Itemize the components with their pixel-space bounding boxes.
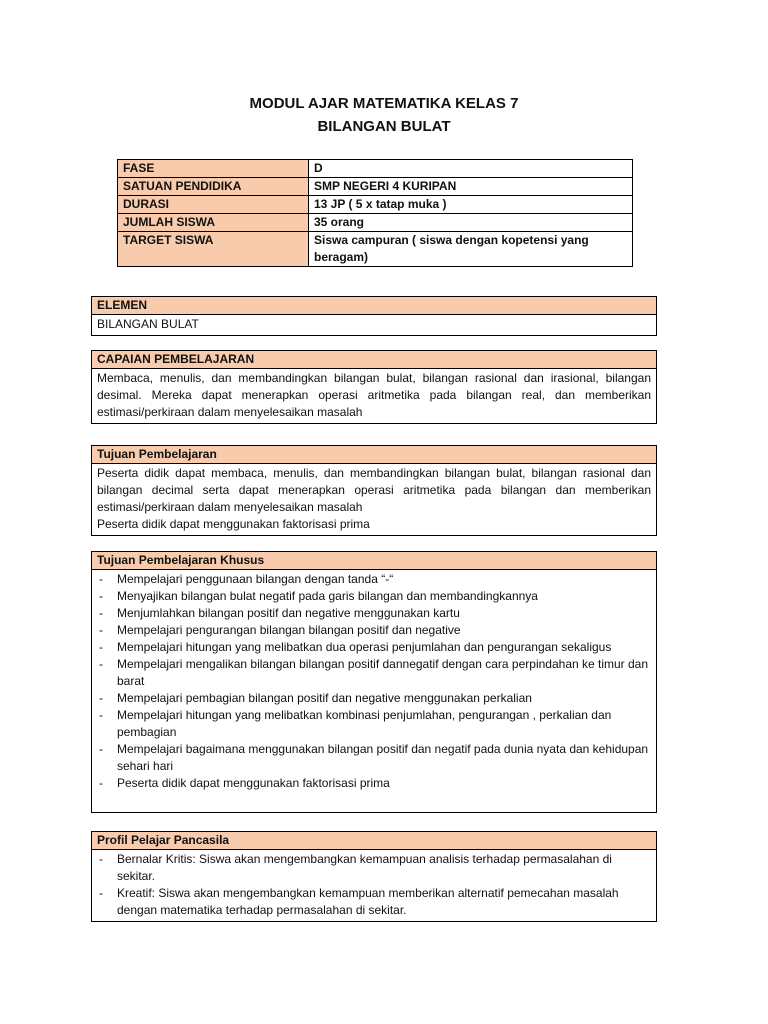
info-value: D	[309, 160, 633, 178]
list-item: - Mempelajari hitungan yang melibatkan kombinasi penjumlahan, pengurangan , perkalian dan pembagian	[97, 707, 651, 741]
list-item: - Mempelajari penggunaan bilangan dengan tanda “-“	[97, 571, 651, 588]
tujuan-khusus-section	[91, 551, 657, 813]
document-subtitle: BILANGAN BULAT	[317, 118, 451, 135]
section-body: BILANGAN BULAT	[97, 317, 199, 331]
list-item: - Mempelajari pengurangan bilangan bilangan positif dan negative	[97, 622, 651, 639]
section-body	[92, 850, 656, 921]
paragraph: Peserta didik dapat membaca, menulis, dan membandingkan bilangan bulat, bilangan rasional dan bilangan decimal serta dapat menerapkan operasi aritmetika pada bilangan dan memberikan estimasi/perkiraan dalam menyelesaikan masalah	[97, 466, 651, 514]
info-value: 35 orang	[309, 214, 633, 232]
objective-list	[97, 571, 651, 792]
info-table	[117, 159, 633, 267]
section-heading: ELEMEN	[92, 297, 656, 315]
tujuan-section	[91, 445, 657, 536]
table-row	[118, 160, 633, 178]
info-key: FASE	[118, 160, 309, 178]
info-key: JUMLAH SISWA	[118, 214, 309, 232]
table-row	[118, 232, 633, 267]
list-item: - Menjumlahkan bilangan positif dan negative menggunakan kartu	[97, 605, 651, 622]
info-key: DURASI	[118, 196, 309, 214]
list-item: - Bernalar Kritis: Siswa akan mengembangkan kemampuan analisis terhadap permasalahan di sekitar.	[97, 851, 651, 885]
info-value: Siswa campuran ( siswa dengan kopetensi yang beragam)	[309, 232, 633, 267]
list-item: - Mempelajari hitungan yang melibatkan dua operasi penjumlahan dan pengurangan sekaligus	[97, 639, 651, 656]
list-item: - Peserta didik dapat menggunakan faktorisasi prima	[97, 775, 651, 792]
table-row	[118, 178, 633, 196]
section-heading: CAPAIAN PEMBELAJARAN	[92, 351, 656, 369]
list-item: - Mempelajari mengalikan bilangan bilangan positif dannegatif dengan cara perpindahan ke timur dan barat	[97, 656, 651, 690]
elemen-section	[91, 296, 657, 336]
section-heading: Tujuan Pembelajaran	[92, 446, 656, 464]
list-item: - Kreatif: Siswa akan mengembangkan kemampuan memberikan alternatif pemecahan masalah dengan matematika terhadap permasalahan di sekitar.	[97, 885, 651, 919]
table-row	[118, 214, 633, 232]
section-body	[92, 570, 656, 794]
info-key: TARGET SISWA	[118, 232, 309, 267]
list-item: - Mempelajari pembagian bilangan positif dan negative menggunakan perkalian	[97, 690, 651, 707]
info-value: 13 JP ( 5 x tatap muka )	[309, 196, 633, 214]
section-heading: Profil Pelajar Pancasila	[92, 832, 656, 850]
list-item: - Mempelajari bagaimana menggunakan bilangan positif dan negatif pada dunia nyata dan kehidupan sehari hari	[97, 741, 651, 775]
info-value: SMP NEGERI 4 KURIPAN	[309, 178, 633, 196]
section-body	[92, 464, 656, 535]
section-body: Membaca, menulis, dan membandingkan bilangan bulat, bilangan rasional dan irasional, bilangan desimal. Mereka dapat menerapkan operasi aritmetika pada bilangan real, dan memberikan estimasi/perkiraan dalam menyelesaikan masalah	[97, 371, 651, 419]
capaian-section	[91, 350, 657, 424]
paragraph: Peserta didik dapat menggunakan faktorisasi prima	[97, 517, 370, 531]
section-heading: Tujuan Pembelajaran Khusus	[92, 552, 656, 570]
document-title: MODUL AJAR MATEMATIKA KELAS 7	[249, 95, 519, 112]
profil-section	[91, 831, 657, 922]
info-key: SATUAN PENDIDIKA	[118, 178, 309, 196]
list-item: - Menyajikan bilangan bulat negatif pada garis bilangan dan membandingkannya	[97, 588, 651, 605]
profil-list	[97, 851, 651, 919]
table-row	[118, 196, 633, 214]
